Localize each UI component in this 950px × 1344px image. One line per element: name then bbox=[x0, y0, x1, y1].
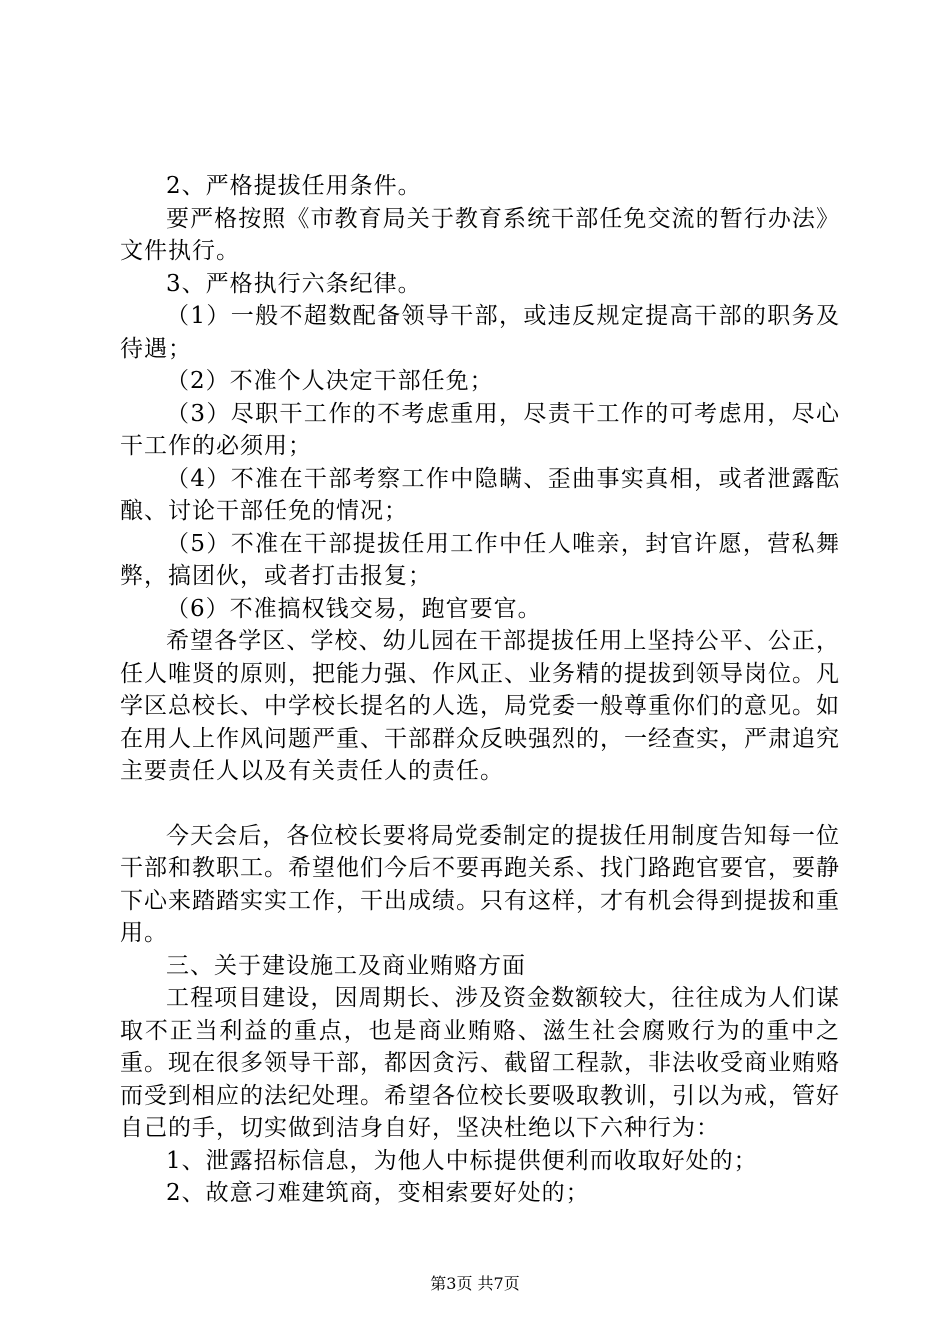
paragraph: （5）不准在干部提拔任用工作中任人唯亲，封官许愿，营私舞弊，搞团伙，或者打击报复； bbox=[120, 530, 840, 589]
paragraph: 要严格按照《市教育局关于教育系统干部任免交流的暂行办法》文件执行。 bbox=[120, 205, 840, 264]
paragraph: 今天会后，各位校长要将局党委制定的提拔任用制度告知每一位干部和教职工。希望他们今后不要再跑关系、找门路跑官要官，要静下心来踏踏实实工作，干出成绩。只有这样，才有机会得到提拔和重用。 bbox=[120, 822, 840, 946]
section-heading: 三、关于建设施工及商业贿赂方面 bbox=[166, 952, 526, 979]
paragraph: （2）不准个人决定干部任免； bbox=[166, 368, 494, 394]
page-number-footer: 第3页 共7页 bbox=[430, 1274, 520, 1293]
paragraph: 1、泄露招标信息，为他人中标提供便利而收取好处的； bbox=[166, 1147, 758, 1174]
paragraph: 工程项目建设，因周期长、涉及资金数额较大，往往成为人们谋取不正当利益的重点，也是商业贿赂、滋生社会腐败行为的重中之重。现在很多领导干部，都因贪污、截留工程款，非法收受商业贿赂而受到相应的法纪处理。希望各位校长要吸取教训，引以为戒，管好自己的手，切实做到洁身自好，坚决杜绝以下六种行为： bbox=[120, 985, 840, 1141]
paragraph: 希望各学区、学校、幼儿园在干部提拔任用上坚持公平、公正，任人唯贤的原则，把能力强、作风正、业务精的提拔到领导岗位。凡学区总校长、中学校长提名的人选，局党委一般尊重你们的意见。如在用人上作风问题严重、干部群众反映强烈的，一经查实，严肃追究主要责任人以及有关责任人的责任。 bbox=[120, 628, 840, 784]
document-body bbox=[120, 170, 840, 1210]
paragraph: （3）尽职干工作的不考虑重用，尽责干工作的可考虑用，尽心干工作的必须用； bbox=[120, 400, 840, 459]
paragraph: （6）不准搞权钱交易，跑官要官。 bbox=[166, 595, 542, 622]
paragraph: 2、故意刁难建筑商，变相索要好处的； bbox=[166, 1180, 590, 1206]
paragraph: （1）一般不超数配备领导干部，或违反规定提高干部的职务及待遇； bbox=[120, 303, 840, 362]
paragraph: 2、严格提拔任用条件。 bbox=[166, 173, 422, 199]
paragraph: 3、严格执行六条纪律。 bbox=[166, 270, 422, 297]
paragraph: （4）不准在干部考察工作中隐瞒、歪曲事实真相，或者泄露酝酿、讨论干部任免的情况； bbox=[120, 465, 840, 524]
